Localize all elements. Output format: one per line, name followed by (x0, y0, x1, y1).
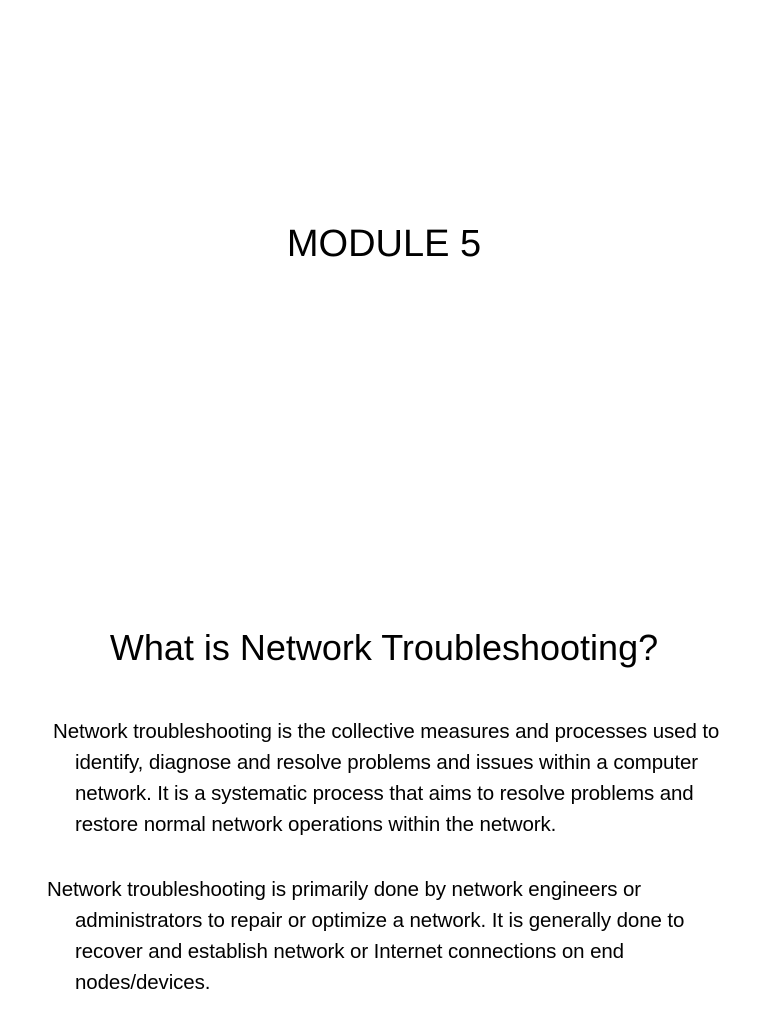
paragraph-definition: Network troubleshooting is the collective measures and processes used to identify, diagnose and resolve problems and issues within a computer network. It is a systematic process that aims to resolve problems and restore normal network operations within the network. (53, 720, 720, 836)
paragraph-purpose: Network troubleshooting is primarily done by network engineers or administrators to repair or optimize a network. It is generally done to recover and establish network or Internet connections on end nodes/devices. (47, 878, 685, 994)
content-slide (0, 576, 768, 1024)
section-heading: What is Network Troubleshooting? (109, 627, 659, 668)
module-title: MODULE 5 (286, 223, 482, 265)
